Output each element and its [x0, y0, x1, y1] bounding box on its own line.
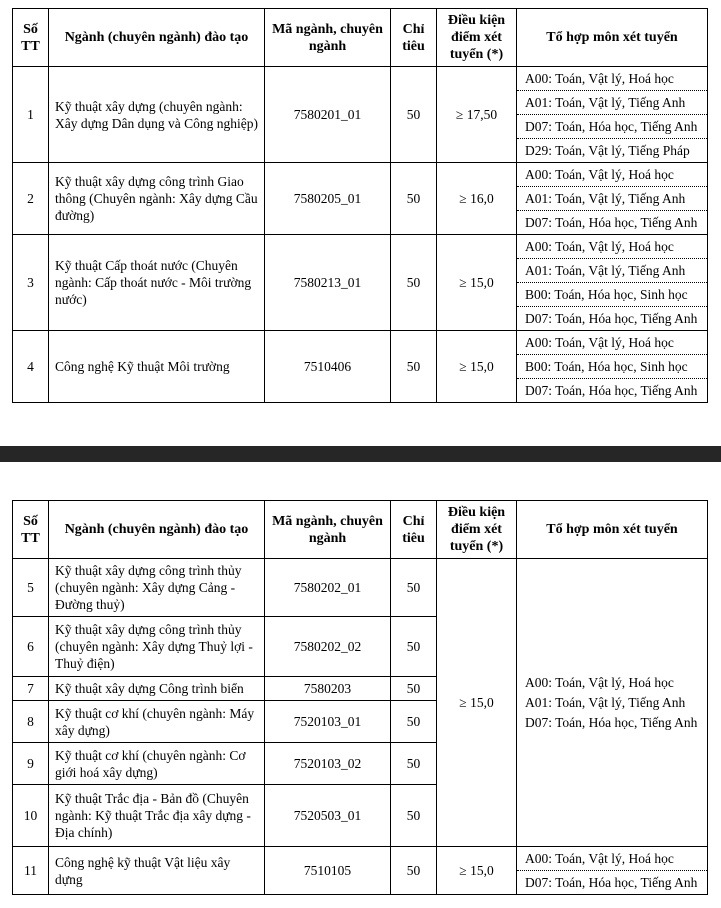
cell-tohop-shared — [517, 559, 708, 847]
table-row — [13, 559, 708, 617]
cell-tohop: A00: Toán, Vật lý, Hoá học — [517, 847, 708, 871]
header-stt: Số TT — [13, 501, 49, 559]
table-row — [13, 67, 708, 91]
cell-nganh: Kỹ thuật xây dựng công trình thủy (chuyên ngành: Xây dựng Thuỷ lợi - Thuỷ điện) — [49, 617, 265, 677]
cell-tohop: A01: Toán, Vật lý, Tiếng Anh — [517, 187, 708, 211]
cell-nganh: Kỹ thuật xây dựng (chuyên ngành: Xây dựng Dân dụng và Công nghiệp) — [49, 67, 265, 163]
cell-tohop: A00: Toán, Vật lý, Hoá học — [517, 67, 708, 91]
cell-dieukien: ≥ 15,0 — [437, 847, 517, 895]
table-header-row — [13, 501, 708, 559]
cell-stt: 9 — [13, 743, 49, 785]
header-chitieu: Chỉ tiêu — [391, 501, 437, 559]
cell-chitieu: 50 — [391, 559, 437, 617]
cell-stt: 11 — [13, 847, 49, 895]
cell-ma: 7580205_01 — [265, 163, 391, 235]
cell-dieukien: ≥ 16,0 — [437, 163, 517, 235]
cell-nganh: Kỹ thuật xây dựng công trình Giao thông (Chuyên ngành: Xây dựng Cầu đường) — [49, 163, 265, 235]
cell-nganh: Kỹ thuật Cấp thoát nước (Chuyên ngành: Cấp thoát nước - Môi trường nước) — [49, 235, 265, 331]
page-separator-band — [0, 446, 721, 462]
cell-dieukien-shared: ≥ 15,0 — [437, 559, 517, 847]
header-ma: Mã ngành, chuyên ngành — [265, 501, 391, 559]
cell-chitieu: 50 — [391, 743, 437, 785]
table-row — [13, 331, 708, 355]
cell-tohop: D29: Toán, Vật lý, Tiếng Pháp — [517, 139, 708, 163]
header-tohop: Tổ hợp môn xét tuyển — [517, 501, 708, 559]
cell-ma: 7520103_01 — [265, 701, 391, 743]
header-dieukien: Điều kiện điểm xét tuyển (*) — [437, 501, 517, 559]
cell-nganh: Kỹ thuật xây dựng công trình thủy (chuyên ngành: Xây dựng Cảng - Đường thuỷ) — [49, 559, 265, 617]
cell-tohop: A00: Toán, Vật lý, Hoá học — [517, 235, 708, 259]
cell-tohop: D07: Toán, Hóa học, Tiếng Anh — [517, 211, 708, 235]
cell-dieukien: ≥ 15,0 — [437, 235, 517, 331]
cell-ma: 7580202_01 — [265, 559, 391, 617]
header-stt: Số TT — [13, 9, 49, 67]
cell-ma: 7580213_01 — [265, 235, 391, 331]
header-chitieu: Chỉ tiêu — [391, 9, 437, 67]
header-tohop: Tổ hợp môn xét tuyển — [517, 9, 708, 67]
combo-item: D07: Toán, Hóa học, Tiếng Anh — [525, 714, 698, 730]
cell-stt: 10 — [13, 785, 49, 847]
cell-tohop: D07: Toán, Hóa học, Tiếng Anh — [517, 379, 708, 403]
cell-ma: 7520503_01 — [265, 785, 391, 847]
cell-nganh: Kỹ thuật cơ khí (chuyên ngành: Cơ giới hoá xây dựng) — [49, 743, 265, 785]
cell-chitieu: 50 — [391, 67, 437, 163]
header-nganh: Ngành (chuyên ngành) đào tạo — [49, 501, 265, 559]
cell-chitieu: 50 — [391, 163, 437, 235]
cell-tohop: A01: Toán, Vật lý, Tiếng Anh — [517, 259, 708, 283]
admission-table-1 — [12, 8, 708, 403]
cell-ma: 7510406 — [265, 331, 391, 403]
cell-tohop: B00: Toán, Hóa học, Sinh học — [517, 283, 708, 307]
cell-nganh: Công nghệ Kỹ thuật Môi trường — [49, 331, 265, 403]
combo-item: A01: Toán, Vật lý, Tiếng Anh — [525, 694, 686, 710]
cell-ma: 7520103_02 — [265, 743, 391, 785]
cell-stt: 4 — [13, 331, 49, 403]
cell-ma: 7510105 — [265, 847, 391, 895]
cell-stt: 6 — [13, 617, 49, 677]
cell-ma: 7580202_02 — [265, 617, 391, 677]
cell-stt: 1 — [13, 67, 49, 163]
header-dieukien: Điều kiện điểm xét tuyển (*) — [437, 9, 517, 67]
cell-tohop: A00: Toán, Vật lý, Hoá học — [517, 331, 708, 355]
cell-tohop: D07: Toán, Hóa học, Tiếng Anh — [517, 307, 708, 331]
cell-chitieu: 50 — [391, 677, 437, 701]
admission-table-2 — [12, 500, 708, 895]
cell-stt: 2 — [13, 163, 49, 235]
cell-tohop: A01: Toán, Vật lý, Tiếng Anh — [517, 91, 708, 115]
combo-item: A00: Toán, Vật lý, Hoá học — [525, 674, 674, 690]
cell-dieukien: ≥ 17,50 — [437, 67, 517, 163]
cell-ma: 7580201_01 — [265, 67, 391, 163]
cell-chitieu: 50 — [391, 331, 437, 403]
cell-nganh: Kỹ thuật xây dựng Công trình biển — [49, 677, 265, 701]
cell-nganh: Kỹ thuật Trắc địa - Bản đồ (Chuyên ngành: Kỹ thuật Trắc địa xây dựng - Địa chính) — [49, 785, 265, 847]
cell-stt: 7 — [13, 677, 49, 701]
table-row — [13, 235, 708, 259]
cell-stt: 8 — [13, 701, 49, 743]
header-nganh: Ngành (chuyên ngành) đào tạo — [49, 9, 265, 67]
cell-chitieu: 50 — [391, 701, 437, 743]
cell-tohop: D07: Toán, Hóa học, Tiếng Anh — [517, 871, 708, 895]
cell-nganh: Kỹ thuật cơ khí (chuyên ngành: Máy xây dựng) — [49, 701, 265, 743]
cell-dieukien: ≥ 15,0 — [437, 331, 517, 403]
cell-nganh: Công nghệ kỹ thuật Vật liệu xây dựng — [49, 847, 265, 895]
cell-stt: 5 — [13, 559, 49, 617]
cell-stt: 3 — [13, 235, 49, 331]
header-ma: Mã ngành, chuyên ngành — [265, 9, 391, 67]
cell-chitieu: 50 — [391, 617, 437, 677]
cell-tohop: D07: Toán, Hóa học, Tiếng Anh — [517, 115, 708, 139]
table-header-row — [13, 9, 708, 67]
cell-tohop: A00: Toán, Vật lý, Hoá học — [517, 163, 708, 187]
cell-chitieu: 50 — [391, 785, 437, 847]
table-row — [13, 847, 708, 871]
cell-ma: 7580203 — [265, 677, 391, 701]
cell-tohop: B00: Toán, Hóa học, Sinh học — [517, 355, 708, 379]
table-row — [13, 163, 708, 187]
cell-chitieu: 50 — [391, 235, 437, 331]
cell-chitieu: 50 — [391, 847, 437, 895]
